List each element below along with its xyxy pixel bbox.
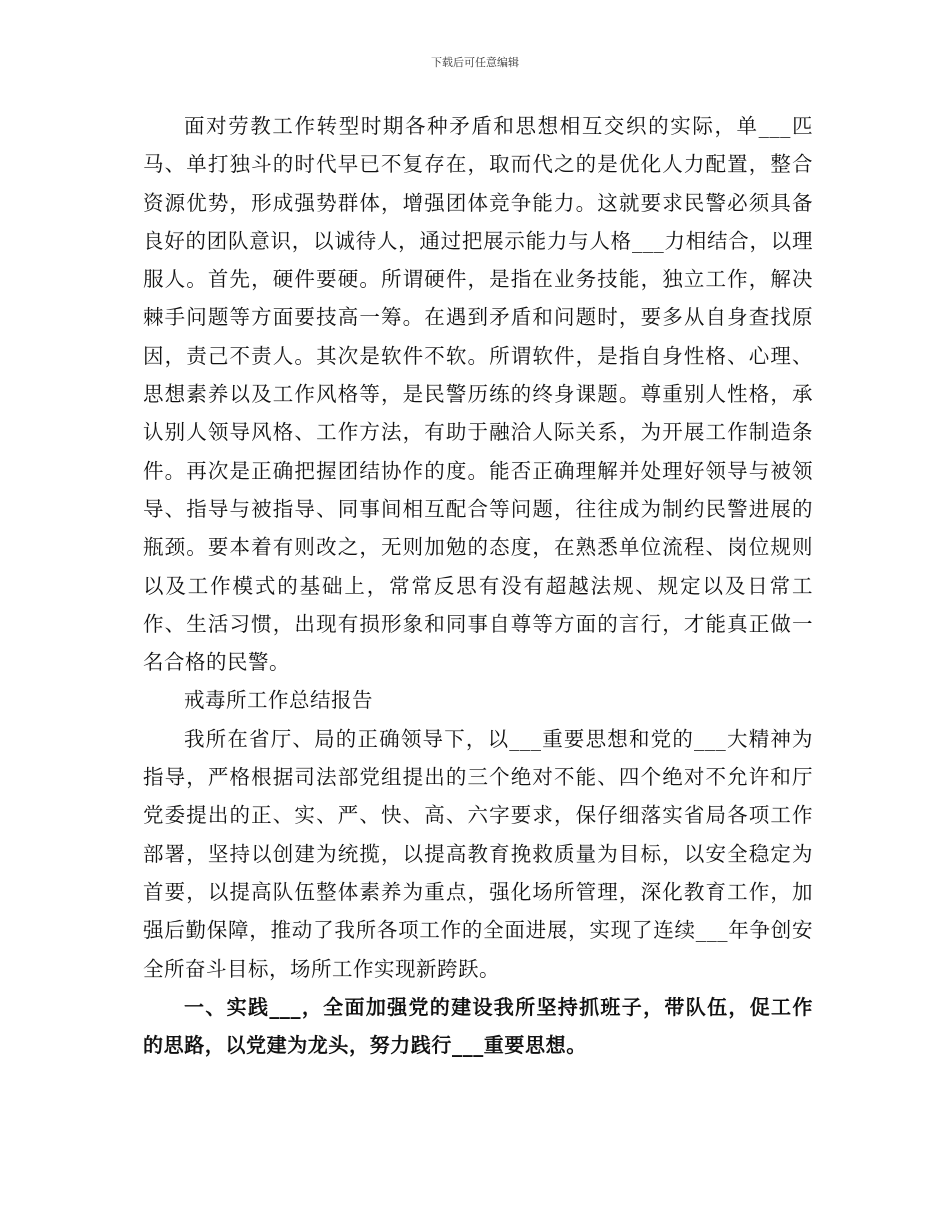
- page-header-note: 下载后可任意编辑: [431, 56, 519, 69]
- paragraph-summary: 我所在省厅、局的正确领导下，以___重要思想和党的___大精神为指导，严格根据司法部党组提出的三个绝对不能、四个绝对不允许和厅党委提出的正、实、严、快、高、六字要求，保仔细落实省局各项工作部署，坚持以创建为统揽，以提高教育挽救质量为目标，以安全稳定为首要，以提高队伍整体素养为重点，强化场所管理，深化教育工作，加强后勤保障，推动了我所各项工作的全面进展，实现了连续___年争创安全所奋斗目标，场所工作实现新跨跃。: [143, 726, 813, 981]
- document-body: [143, 107, 813, 1064]
- section-heading-party-building: 一、实践___，全面加强党的建设我所坚持抓班子，带队伍，促工作的思路，以党建为龙头，努力践行___重要思想。: [143, 994, 813, 1058]
- paragraph-teamwork: 面对劳教工作转型时期各种矛盾和思想相互交织的实际，单___匹马、单打独斗的时代早已不复存在，取而代之的是优化人力配置，整合资源优势，形成强势群体，增强团体竞争能力。这就要求民警必须具备良好的团队意识，以诚待人，通过把展示能力与人格___力相结合，以理服人。首先，硬件要硬。所谓硬件，是指在业务技能，独立工作，解决棘手问题等方面要技高一筹。在遇到矛盾和问题时，要多从自身查找原因，责己不责人。其次是软件不软。所谓软件，是指自身性格、心理、思想素养以及工作风格等，是民警历练的终身课题。尊重别人性格，承认别人领导风格、工作方法，有助于融洽人际关系，为开展工作制造条件。再次是正确把握团结协作的度。能否正确理解并处理好领导与被领导、指导与被指导、同事间相互配合等问题，往往成为制约民警进展的瓶颈。要本着有则改之，无则加勉的态度，在熟悉单位流程、岗位规则以及工作模式的基础上，常常反思有没有超越法规、规定以及日常工作、生活习惯，出现有损形象和同事自尊等方面的言行，才能真正做一名合格的民警。: [143, 114, 813, 675]
- section-title-report: 戒毒所工作总结报告: [184, 688, 373, 713]
